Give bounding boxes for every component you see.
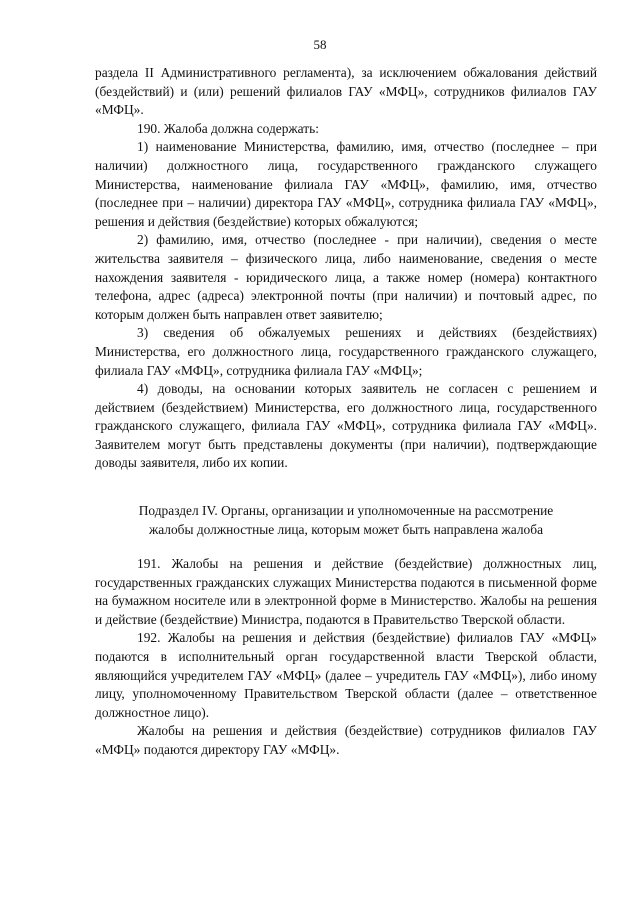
subsection-heading-line-2: жалобы должностные лица, которым может быть направлена жалоба	[148, 521, 544, 537]
subsection-heading-line-1: Подраздел IV. Органы, организации и уполномоченные на рассмотрение	[138, 503, 554, 518]
top-text-block	[95, 64, 597, 473]
paragraph-190: 190. Жалоба должна содержать:	[137, 120, 319, 136]
paragraph-190-item-4: 4) доводы, на основании которых заявитель не согласен с решением и действием (бездействием) Министерства, его должностного лица, государственного гражданского служащего, филиала ГАУ «МФЦ», сотрудника филиала ГАУ «МФЦ». Заявителем могут быть представлены документы (при наличии), подтверждающие доводы заявителя, либо их копии.	[95, 381, 597, 471]
paragraph-190-item-2: 2) фамилию, имя, отчество (последнее - при наличии), сведения о месте жительства заявителя – физического лица, либо наименование, сведения о месте нахождения заявителя - юридического лица, а также номер (номера) контактного телефона, адрес (адреса) электронной почты (при наличии) и почтовый адрес, по которым должен быть направлен ответ заявителю;	[95, 232, 597, 322]
paragraph-190-item-1: 1) наименование Министерства, фамилию, имя, отчество (последнее – при наличии) должностного лица, государственного гражданского служащего Министерства, наименование филиала ГАУ «МФЦ», фамилию, имя, отчество (последнее при – наличии) директора ГАУ «МФЦ», сотрудника филиала ГАУ «МФЦ», решения и действия (бездействие) которых обжалуются;	[95, 139, 597, 229]
subsection-heading	[95, 502, 597, 539]
paragraph-192-continuation: Жалобы на решения и действия (бездействие) сотрудников филиалов ГАУ «МФЦ» подаются директору ГАУ «МФЦ».	[95, 723, 597, 757]
paragraph-continuation: раздела II Административного регламента), за исключением обжалования действий (бездействий) и (или) решений филиалов ГАУ «МФЦ», сотрудников филиалов ГАУ «МФЦ».	[95, 65, 597, 118]
bottom-text-block	[95, 555, 597, 760]
paragraph-190-item-3: 3) сведения об обжалуемых решениях и действиях (бездействиях) Министерства, его должностного лица, государственного гражданского служащего, филиала ГАУ «МФЦ», сотрудника филиала ГАУ «МФЦ»;	[95, 325, 597, 378]
paragraph-191: 191. Жалобы на решения и действие (бездействие) должностных лиц, государственных гражданских служащих Министерства подаются в письменной форме на бумажном носителе или в электронной форме в Министерство. Жалобы на решения и действие (бездействие) Министра, подаются в Правительство Тверской области.	[95, 556, 597, 627]
paragraph-192: 192. Жалобы на решения и действия (бездействие) филиалов ГАУ «МФЦ» подаются в исполнительный орган государственной власти Тверской области, являющийся учредителем ГАУ «МФЦ» (далее – учредитель ГАУ «МФЦ»), либо иному лицу, уполномоченному Правительством Тверской области (далее – ответственное должностное лицо).	[95, 630, 597, 720]
page-number: 58	[313, 37, 327, 52]
